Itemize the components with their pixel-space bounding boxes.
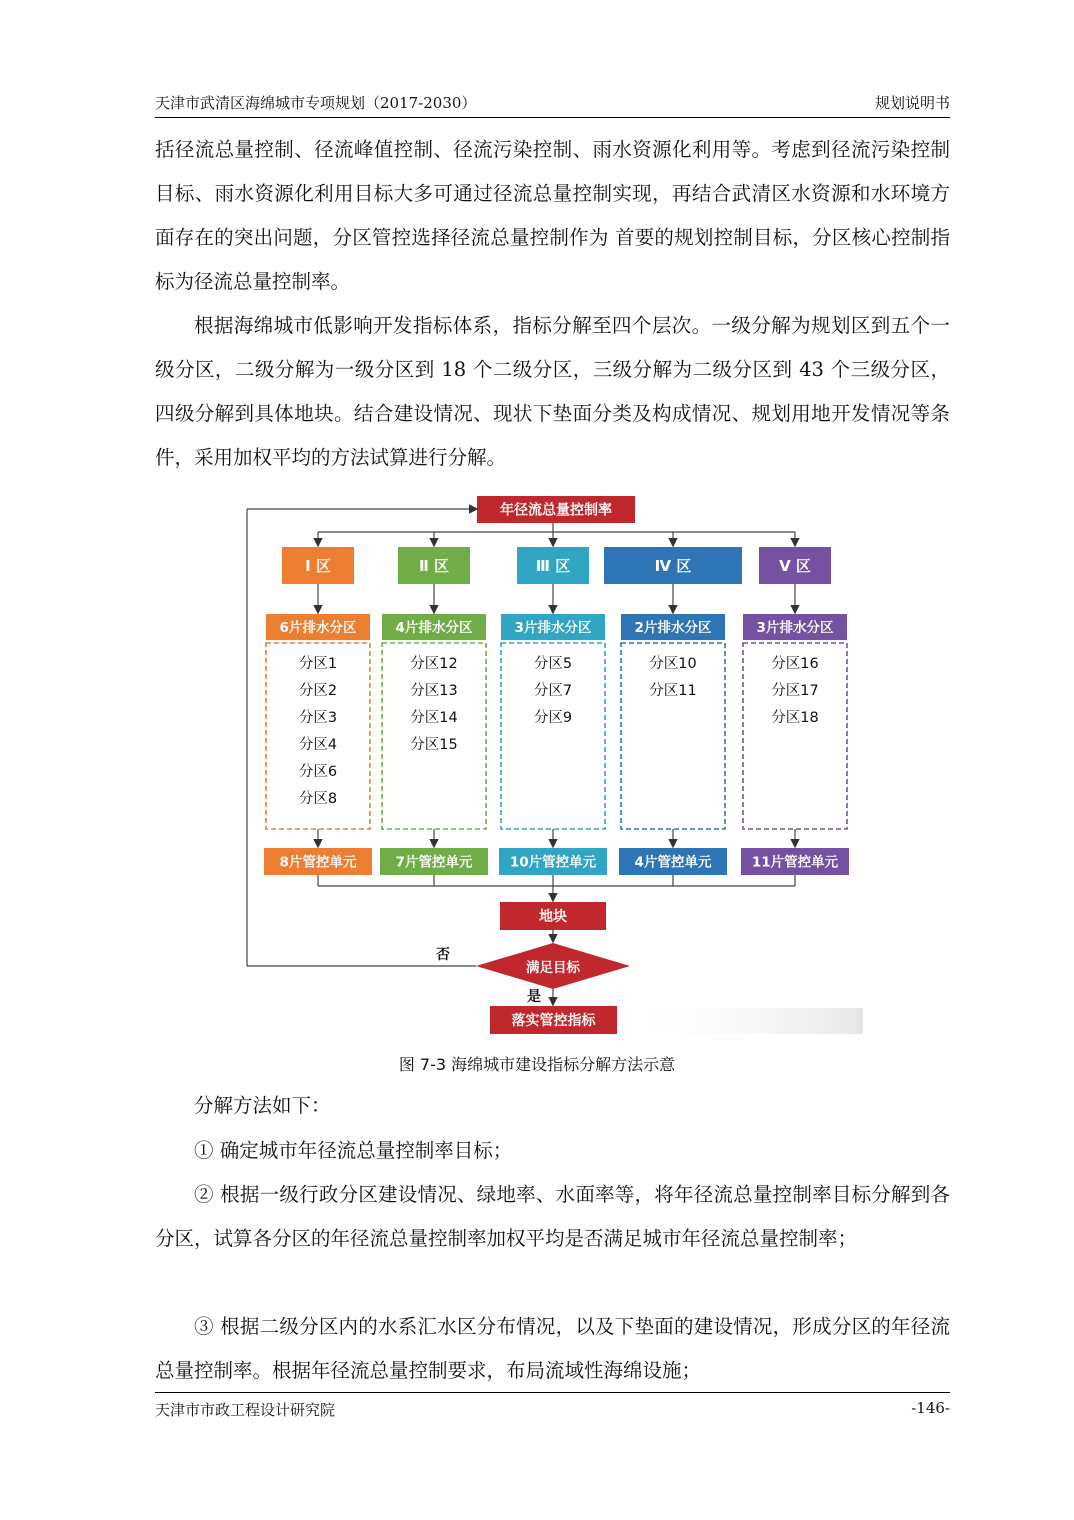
subzone-item: 分区10 [649,656,697,672]
subzone-item: 分区2 [298,683,338,699]
drain-zone-label-4-label: 2片排水分区 [634,620,712,636]
subzone-item: 分区7 [533,683,573,699]
subzone-item: 分区12 [410,656,458,672]
subzone-item: 分区11 [649,683,697,699]
header-title: 天津市武清区海绵城市专项规划（2017-2030） [155,94,477,112]
subzone-item: 分区14 [410,710,458,726]
subzone-item: 分区16 [771,656,819,672]
control-units-label-2-label: 7片管控单元 [395,854,473,871]
figure-caption: 图 7-3 海绵城市建设指标分解方法示意 [398,1055,676,1074]
method-step-3: ③ 根据二级分区内的水系汇水区分布情况，以及下垫面的建设情况，形成分区的年径流总量控制率。根据年径流总量控制要求，布局流域性海绵设施； [155,1315,950,1382]
top-box-runoff-rate-label: 年径流总量控制率 [500,502,612,519]
drain-zone-label-3-label: 3片排水分区 [514,620,592,636]
flow-diagram [240,490,865,1040]
subzone-item: 分区6 [298,764,338,780]
subzone-item: 分区17 [771,683,819,699]
subzone-item: 分区8 [298,791,338,807]
subzone-item: 分区15 [410,737,458,753]
drain-zone-label-2-label: 4片排水分区 [395,620,473,636]
shadow-strip [620,1008,863,1034]
header-doc-type: 规划说明书 [874,94,950,112]
page-footer [155,1392,950,1420]
method-step-2: ② 根据一级行政分区建设情况、绿地率、水面率等，将年径流总量控制率目标分解到各分区，试算各分区的年径流总量控制率加权平均是否满足城市年径流总量控制率； [155,1183,950,1250]
control-units-label-1-label: 8片管控单元 [279,854,357,871]
zone-box-4-label: Ⅳ 区 [654,557,692,575]
zone-box-5-label: Ⅴ 区 [779,557,811,575]
subzone-item: 分区4 [298,737,338,753]
paragraph-1: 括径流总量控制、径流峰值控制、径流污染控制、雨水资源化利用等。考虑到径流污染控制目标、雨水资源化利用目标大多可通过径流总量控制实现，再结合武清区水资源和水环境方面存在的突出问题，分区管控选择径流总量控制作为 首要的规划控制目标，分区核心控制指标为径流总量控制率。 [155,138,950,293]
drain-zone-label-1-label: 6片排水分区 [279,620,357,636]
drain-zone-label-5-label: 3片排水分区 [756,620,834,636]
paragraph-2: 根据海绵城市低影响开发指标体系，指标分解至四个层次。一级分解为规划区到五个一级分区，二级分解为一级分区到 18 个二级分区，三级分解为二级分区到 43 个三级分区，四级分解到具体地块。结合建设情况、现状下垫面分类及构成情况、规划用地开发情况等条件，采用加权平均的方法试算进行分解。 [155,314,950,469]
plot-box-label: 地块 [539,909,567,925]
no-label: 否 [436,947,450,963]
subzone-item: 分区18 [771,710,819,726]
control-units-label-5-label: 11片管控单元 [751,854,839,871]
page-number: -146- [911,1399,950,1417]
zone-box-3-label: Ⅲ 区 [535,557,571,575]
yes-label: 是 [527,989,541,1005]
zone-box-1-label: Ⅰ 区 [305,557,331,575]
control-units-label-4-label: 4片管控单元 [634,854,712,871]
subzone-item: 分区1 [298,656,338,672]
page-header [155,92,950,118]
subzone-item: 分区9 [533,710,573,726]
footer-institute: 天津市市政工程设计研究院 [155,1401,336,1419]
final-box-control-indicators-label: 落实管控指标 [511,1013,596,1029]
subzone-item: 分区3 [298,710,338,726]
decision-label: 满足目标 [526,960,580,976]
subzone-item: 分区5 [533,656,573,672]
method-step-1: ① 确定城市年径流总量控制率目标； [194,1139,513,1162]
control-units-label-3-label: 10片管控单元 [509,854,597,871]
subzone-item: 分区13 [410,683,458,699]
zone-box-2-label: Ⅱ 区 [418,557,450,575]
method-intro: 分解方法如下： [194,1094,331,1117]
